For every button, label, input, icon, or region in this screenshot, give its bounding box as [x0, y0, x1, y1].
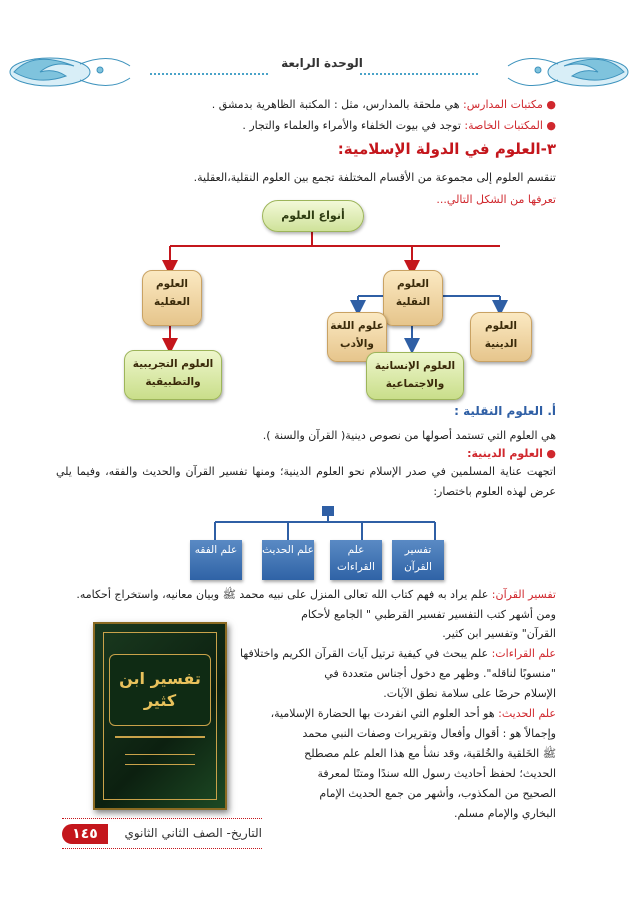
node-naqli [383, 270, 443, 326]
def-hadith-line: الحديث؛ لحفظ أحاديث رسول الله سندًا ومتنًا لمعرفة [317, 767, 556, 780]
bullet-school-libraries: ● مكتبات المدارس: هي ملحقة بالمدارس، مثل : المكتبة الظاهرية بدمشق . [211, 98, 556, 111]
node-insaniya [366, 352, 464, 400]
section-title: ٣-العلوم في الدولة الإسلامية: [337, 140, 556, 158]
node-lugha-label: علوم اللغة والأدب [330, 320, 384, 350]
sub-a-para: اتجهت عناية المسلمين في صدر الإسلام نحو العلوم الدينية؛ ومنها تفسير القرآن والحديث والفقه، وفيما يلي عرض لهذه العلوم باختصار: [56, 465, 556, 498]
box-hadith: علم الحديث [262, 540, 314, 580]
bullet-key: المكتبات الخاصة: [464, 119, 543, 132]
def-hadith-key: علم الحديث: [498, 707, 556, 720]
section-intro-2: تعرفها من الشكل التالي... [436, 193, 556, 206]
node-diniya [470, 312, 532, 362]
def-tafsir-key: تفسير القرآن: [491, 588, 556, 601]
node-insaniya-label: العلوم الإنسانية والاجتماعية [374, 360, 456, 390]
def-tafsir-line3: القرآن" وتفسير ابن كثير. [442, 627, 556, 640]
def-hadith-line: وإجمالاً هو : أقوال وأفعال وتقريرات وصفات النبي محمد [302, 727, 556, 740]
def-hadith [226, 704, 556, 724]
bullet-text: توجد في بيوت الخلفاء والأمراء والعلماء والتجار . [242, 119, 465, 132]
def-tafsir-line2: ومن أشهر كتب التفسير تفسير القرطبي " الجامع لأحكام [301, 608, 556, 621]
sub-a-bullet-label: العلوم الدينية: [467, 447, 543, 460]
sub-a-text: هي العلوم التي تستمد أصولها من نصوص دينية( القرآن والسنة ). [262, 429, 556, 442]
node-aqli [142, 270, 202, 326]
node-naqli-label: العلوم النقلية [395, 278, 431, 308]
node-tajribiya-label: العلوم التجريبية والتطبيقية [132, 358, 214, 388]
page-number: ١٤٥ [62, 824, 108, 844]
def-qiraat-text: علم يبحث في كيفية ترتيل آيات القرآن الكريم واختلافها [240, 647, 492, 660]
node-tajribiya [124, 350, 222, 400]
diagram-root-node: أنواع العلوم [262, 200, 364, 232]
def-hadith-line: الصحيح من المكذوب، وأشهر من جمع الحديث الإمام [319, 787, 556, 800]
book-cover-image [93, 622, 227, 810]
bullet-key: مكتبات المدارس: [463, 98, 543, 111]
footer-rule-bottom [62, 848, 262, 849]
bullet-text: هي ملحقة بالمدارس، مثل : المكتبة الظاهرية بدمشق . [211, 98, 464, 111]
def-qiraat-line3: الإسلام حرصًا على سلامة نطق الآيات. [383, 687, 556, 700]
footer-text: التاريخ- الصف الثاني الثانوي [124, 826, 262, 840]
unit-title: الوحدة الرابعة [281, 56, 363, 70]
header-dots-right [360, 73, 478, 75]
node-aqli-label: العلوم العقلية [154, 278, 190, 308]
footer-rule-top [62, 818, 262, 819]
box-tafsir: تفسير القرآن [392, 540, 444, 580]
sub-a-bullet: ● العلوم الدينية: [467, 447, 556, 460]
box-fiqh: علم الفقه [190, 540, 242, 580]
header-dots-left [150, 73, 268, 75]
def-qiraat-line2: "منسوبًا لناقله". وظهر مع دخول أجناس متعددة في [324, 667, 556, 680]
def-hadith-line: البخاري والإمام مسلم. [454, 807, 556, 820]
section-intro: تنقسم العلوم إلى مجموعة من الأقسام المختلفة تجمع بين العلوم النقلية،العقلية. [193, 171, 556, 184]
def-qiraat [226, 644, 556, 664]
header-ornament [0, 42, 638, 102]
def-hadith-line: ﷺ الخَلقية والخُلقية، وقد نشأ مع هذا العلم علم مصطلح [304, 747, 556, 760]
def-qiraat-key: علم القراءات: [491, 647, 556, 660]
def-tafsir [46, 585, 556, 605]
sub-a-title: أ. العلوم النقلية : [454, 404, 556, 418]
box-qiraat: علم القراءات [330, 540, 382, 580]
blue-boxes-connector [180, 504, 460, 544]
def-tafsir-text: علم يراد به فهم كتاب الله تعالى المنزل على نبيه محمد ﷺ وبيان معانيه، واستخراج أحكامه. [76, 588, 492, 601]
bullet-private-libraries: ● المكتبات الخاصة: توجد في بيوت الخلفاء والأمراء والعلماء والتجار . [242, 119, 556, 132]
book-title: تفسير ابن كثير [119, 669, 201, 710]
def-hadith-text: هو أحد العلوم التي انفردت بها الحضارة الإسلامية، [270, 707, 499, 720]
node-diniya-label: العلوم الدينية [484, 320, 518, 350]
